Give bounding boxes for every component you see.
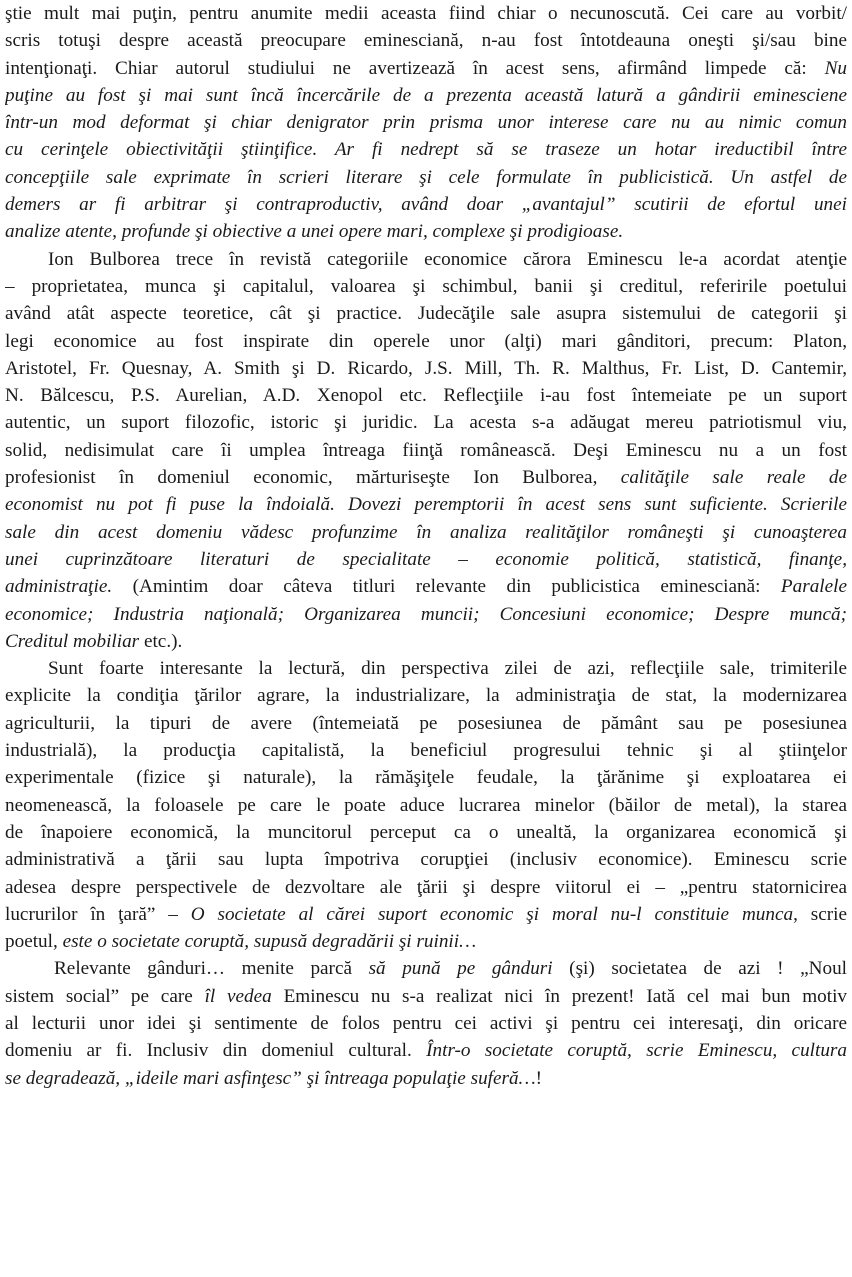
text-line <box>5 628 847 655</box>
italic-run: Creditul mobiliar <box>5 630 140 652</box>
text-line <box>5 82 847 109</box>
paragraph <box>5 655 847 955</box>
text-run: domeniu ar fi. Inclusiv din domeniul cultural. <box>5 1040 427 1062</box>
italic-run: demers ar fi arbitrar şi contraproductiv, având doar „avantajul” scutirii de efortul unei <box>5 194 847 216</box>
paragraph <box>5 0 847 246</box>
text-run: având atât aspecte teoretice, cât şi practice. Judecăţile sale asupra sistemului de categorii şi <box>5 303 847 325</box>
text-line <box>5 901 847 928</box>
text-run: profesionist în domeniul economic, mărturiseşte Ion Bulborea, <box>5 467 621 489</box>
text-line <box>5 1010 847 1037</box>
text-line <box>5 601 847 628</box>
text-run: ştie mult mai puţin, pentru anumite medii aceasta fiind chiar o necunoscută. Cei care au vorbit/ <box>5 3 847 24</box>
text-line <box>5 27 847 54</box>
italic-run: se degradează, „ideile mari asfinţesc” şi întreaga populaţie suferă… <box>5 1067 536 1089</box>
text-run: N. Bălcescu, P.S. Aurelian, A.D. Xenopol etc. Reflecţiile i-au fost întemeiate pe un suport <box>5 385 847 407</box>
text-run: (şi) societatea de azi ! „Noul <box>552 958 847 980</box>
text-line <box>5 355 847 382</box>
text-line <box>5 164 847 191</box>
text-run: – proprietatea, munca şi capitalul, valoarea şi schimbul, banii şi creditul, referirile poetului <box>5 275 847 297</box>
text-line <box>5 273 847 300</box>
text-line <box>5 682 847 709</box>
text-line <box>5 819 847 846</box>
document-body <box>5 0 847 1092</box>
italic-run: administraţie. <box>5 576 113 598</box>
text-line <box>5 55 847 82</box>
text-run: etc.). <box>139 630 183 652</box>
text-line <box>5 928 847 955</box>
text-line <box>5 710 847 737</box>
text-run: lucrurilor în ţară” – <box>5 903 191 925</box>
italic-run: Nu <box>824 57 847 79</box>
text-run: Aristotel, Fr. Quesnay, A. Smith şi D. Ricardo, J.S. Mill, Th. R. Malthus, Fr. List, D. Cantemir, <box>5 357 847 379</box>
text-line <box>5 300 847 327</box>
text-line <box>5 955 847 982</box>
text-run: (Amintim doar câteva titluri relevante din publicistica eminesciană: <box>112 576 781 598</box>
text-run: poetul, <box>5 931 63 953</box>
text-line <box>5 573 847 600</box>
text-run: agriculturii, la tipuri de avere (întemeiată pe posesiunea de pământ sau pe posesiunea <box>5 712 847 734</box>
text-run: administrativă a ţării sau lupta împotriva corupţiei (inclusiv economice). Eminescu scrie <box>5 849 847 871</box>
text-line <box>5 191 847 218</box>
italic-run: economice; Industria naţională; Organizarea muncii; Concesiuni economice; Despre muncă; <box>5 603 847 625</box>
italic-run: puţine au fost şi mai sunt încă încercările de a prezenta această latură a gândirii eminesciene <box>5 84 847 106</box>
text-run: intenţionaţi. Chiar autorul studiului ne avertizează în acest sens, afirmând limpede că: <box>5 57 825 79</box>
text-run: explicite la condiţia ţărilor agrare, la industrializare, la administraţia de stat, la modernizarea <box>5 685 847 707</box>
text-run: Ion Bulborea trece în revistă categoriile economice cărora Eminescu le-a acordat atenţie <box>48 248 847 270</box>
text-line <box>5 846 847 873</box>
italic-run: sale din acest domeniu vădesc profunzime în analiza realităţilor româneşti şi cunoaşterea <box>5 521 847 543</box>
text-run: Relevante gânduri… menite parcă <box>54 958 369 980</box>
italic-run: într-un mod deformat şi chiar denigrator prin prisma unor interese care nu au nimic comun <box>5 112 847 134</box>
italic-run: îl vedea <box>204 985 272 1007</box>
text-run: Sunt foarte interesante la lectură, din perspectiva zilei de azi, reflecţiile sale, trimiterile <box>48 658 847 680</box>
text-line <box>5 792 847 819</box>
text-line <box>5 491 847 518</box>
text-line <box>5 519 847 546</box>
italic-run: O societate al cărei suport economic şi moral nu-l constituie munca <box>190 903 794 925</box>
text-run: industrială), la producţia capitalistă, la beneficiul progresului tehnic şi al ştiinţelor <box>5 740 847 762</box>
italic-run: economist nu pot fi puse la îndoială. Dovezi peremptorii în acest sens sunt suficiente. Scrierile <box>5 494 847 516</box>
text-run: de înapoiere economică, la muncitorul perceput ca o unealtă, la organizarea economică şi <box>5 821 847 843</box>
text-line <box>5 764 847 791</box>
text-line <box>5 382 847 409</box>
text-run: , scrie <box>793 903 847 925</box>
text-line <box>5 874 847 901</box>
text-line <box>5 409 847 436</box>
text-run: legi economice au fost inspirate din operele unor (alţi) mari gânditori, precum: Platon, <box>5 330 847 352</box>
text-run: autentic, un suport filozofic, istoric şi juridic. La acesta s-a adăugat mereu patriotismul viu, <box>5 412 847 434</box>
text-line <box>5 0 847 27</box>
text-line <box>5 328 847 355</box>
italic-run: cu cerinţele obiectivităţii ştiinţifice. Ar fi nedrept să se traseze un hotar ireductibil între <box>5 139 847 161</box>
paragraph <box>5 246 847 655</box>
italic-run: Paralele <box>780 576 847 598</box>
text-line <box>5 1065 847 1092</box>
text-line <box>5 737 847 764</box>
text-line <box>5 983 847 1010</box>
text-line <box>5 464 847 491</box>
text-line <box>5 546 847 573</box>
text-run: adesea despre perspectivele de dezvoltare ale ţării şi despre viitorul ei – „pentru statornicirea <box>5 876 847 898</box>
text-line <box>5 136 847 163</box>
text-line <box>5 218 847 245</box>
text-run: al lecturii unor idei şi sentimente de folos pentru cei activi şi pentru cei interesaţi, din oricare <box>5 1012 847 1034</box>
text-run: Eminescu nu s-a realizat nici în prezent! Iată cel mai bun motiv <box>271 985 847 1007</box>
text-run: solid, nedisimulat care îi umplea întreaga fiinţă românească. Deşi Eminescu nu a un fost <box>5 439 847 461</box>
italic-run: calităţile sale reale de <box>620 467 847 489</box>
paragraph <box>5 955 847 1091</box>
text-line <box>5 109 847 136</box>
italic-run: este o societate coruptă, supusă degradării şi ruinii… <box>62 931 477 953</box>
text-run: neomenească, la foloasele pe care le poate aduce lucrarea minelor (băilor de metal), la starea <box>5 794 847 816</box>
italic-run: unei cuprinzătoare literaturi de specialitate – economie politică, statistică, finanţe, <box>5 548 847 570</box>
text-line <box>5 1037 847 1064</box>
italic-run: Într-o societate coruptă, scrie Eminescu, cultura <box>426 1040 847 1062</box>
text-run: experimentale (fizice şi naturale), la rămăşiţele feudale, la ţărănime şi exploatarea ei <box>5 767 847 789</box>
text-run: sistem social” pe care <box>5 985 205 1007</box>
text-run: scris totuşi despre această preocupare eminesciană, n-au fost întotdeauna oneşti şi/sau bine <box>5 30 847 52</box>
text-run: ! <box>535 1067 543 1089</box>
italic-run: analize atente, profunde şi obiective a unei opere mari, complexe şi prodigioase. <box>5 221 624 243</box>
italic-run: concepţiile sale exprimate în scrieri literare şi cele formulate în publicistică. Un astfel de <box>5 166 847 188</box>
italic-run: să pună pe gânduri <box>368 958 553 980</box>
text-line <box>5 437 847 464</box>
text-line <box>5 655 847 682</box>
text-line <box>5 246 847 273</box>
